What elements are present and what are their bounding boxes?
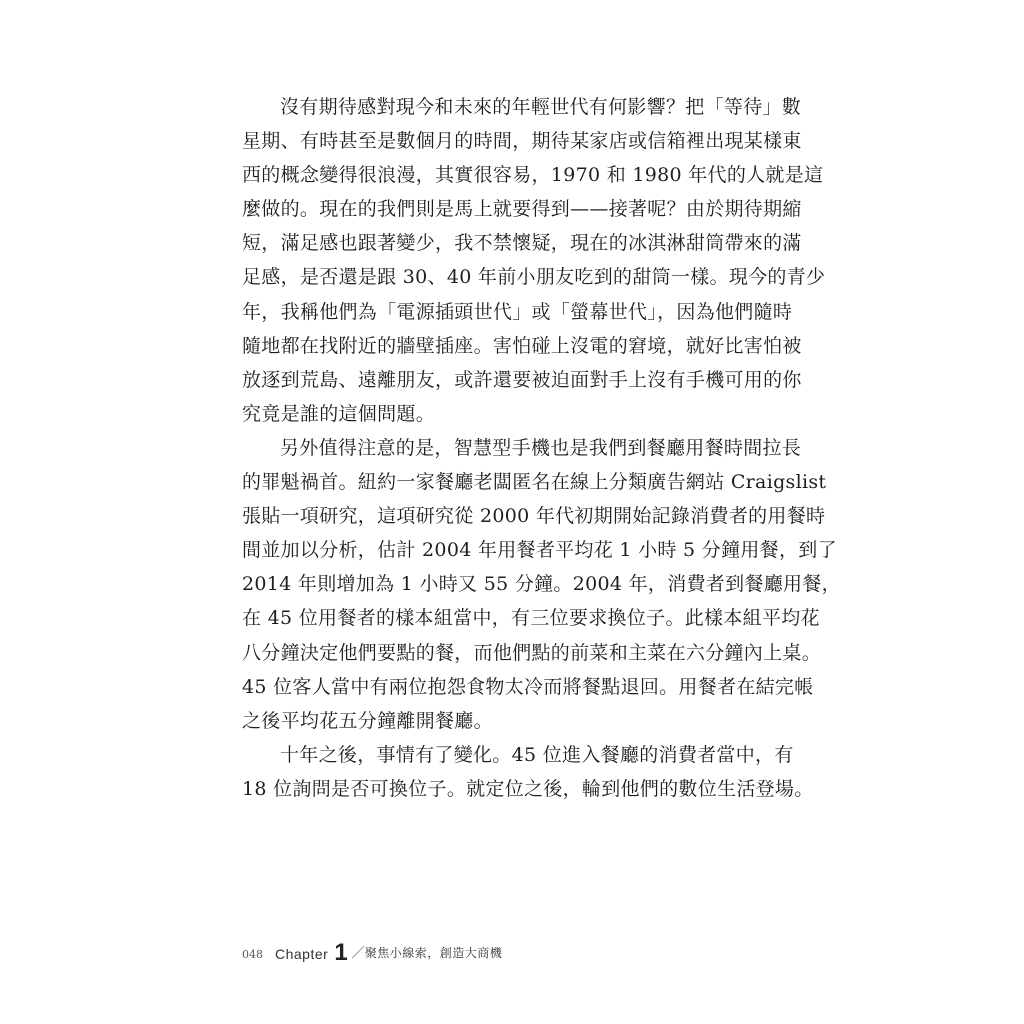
text-line: 年，我稱他們為「電源插頭世代」或「螢幕世代」，因為他們隨時 bbox=[242, 300, 793, 323]
body-text bbox=[242, 90, 841, 806]
text-line: 沒有期待感對現今和未來的年輕世代有何影響？把「等待」數 bbox=[280, 96, 802, 118]
chapter-separator: ／ bbox=[351, 945, 365, 960]
text-line: 45 位客人當中有兩位抱怨食物太冷而將餐點退回。用餐者在結完帳 bbox=[242, 675, 814, 698]
text-line: 隨地都在找附近的牆壁插座。害怕碰上沒電的窘境，就好比害怕被 bbox=[242, 334, 802, 357]
text-line: 的罪魁禍首。紐約一家餐廳老闆匿名在線上分類廣告網站 Craigslist bbox=[242, 471, 827, 494]
chapter-title: 聚焦小線索，創造大商機 bbox=[364, 946, 503, 960]
text-line: 短，滿足感也跟著變少，我不禁懷疑，現在的冰淇淋甜筒帶來的滿 bbox=[242, 232, 802, 255]
text-line: 間並加以分析，估計 2004 年用餐者平均花 1 小時 5 分鐘用餐，到了 bbox=[242, 539, 837, 562]
page-number: 048 bbox=[242, 948, 263, 961]
text-line: 八分鐘決定他們要點的餐，而他們點的前菜和主菜在六分鐘內上桌。 bbox=[242, 641, 822, 664]
chapter-number: 1 bbox=[334, 939, 348, 966]
paragraph-3 bbox=[242, 738, 814, 806]
paragraph-1 bbox=[242, 90, 826, 431]
text-line: 之後平均花五分鐘離開餐廳。 bbox=[242, 709, 493, 732]
text-line: 西的概念變得很浪漫，其實很容易，1970 和 1980 年代的人就是這 bbox=[242, 164, 824, 187]
text-line: 18 位詢問是否可換位子。就定位之後，輪到他們的數位生活登場。 bbox=[242, 777, 814, 800]
text-line: 足感，是否還是跟 30、40 年前小朋友吃到的甜筒一樣。現今的青少 bbox=[242, 266, 826, 289]
text-line: 麼做的。現在的我們則是馬上就要得到——接著呢？由於期待期縮 bbox=[242, 198, 802, 221]
text-line: 放逐到荒島、遠離朋友，或許還要被迫面對手上沒有手機可用的你 bbox=[242, 368, 802, 391]
chapter-label: Chapter bbox=[275, 946, 329, 962]
page-footer bbox=[242, 935, 502, 965]
text-line: 另外值得注意的是，智慧型手機也是我們到餐廳用餐時間拉長 bbox=[280, 436, 802, 459]
text-line: 2014 年則增加為 1 小時又 55 分鐘。2004 年，消費者到餐廳用餐， bbox=[242, 573, 841, 596]
paragraph-2 bbox=[242, 431, 841, 738]
text-line: 十年之後，事情有了變化。45 位進入餐廳的消費者當中，有 bbox=[280, 743, 794, 766]
text-line: 星期、有時甚至是數個月的時間，期待某家店或信箱裡出現某樣東 bbox=[242, 130, 802, 153]
text-line: 究竟是誰的這個問題。 bbox=[242, 402, 436, 425]
text-line: 在 45 位用餐者的樣本組當中，有三位要求換位子。此樣本組平均花 bbox=[242, 607, 820, 630]
text-line: 張貼一項研究，這項研究從 2000 年代初期開始記錄消費者的用餐時 bbox=[242, 505, 826, 528]
